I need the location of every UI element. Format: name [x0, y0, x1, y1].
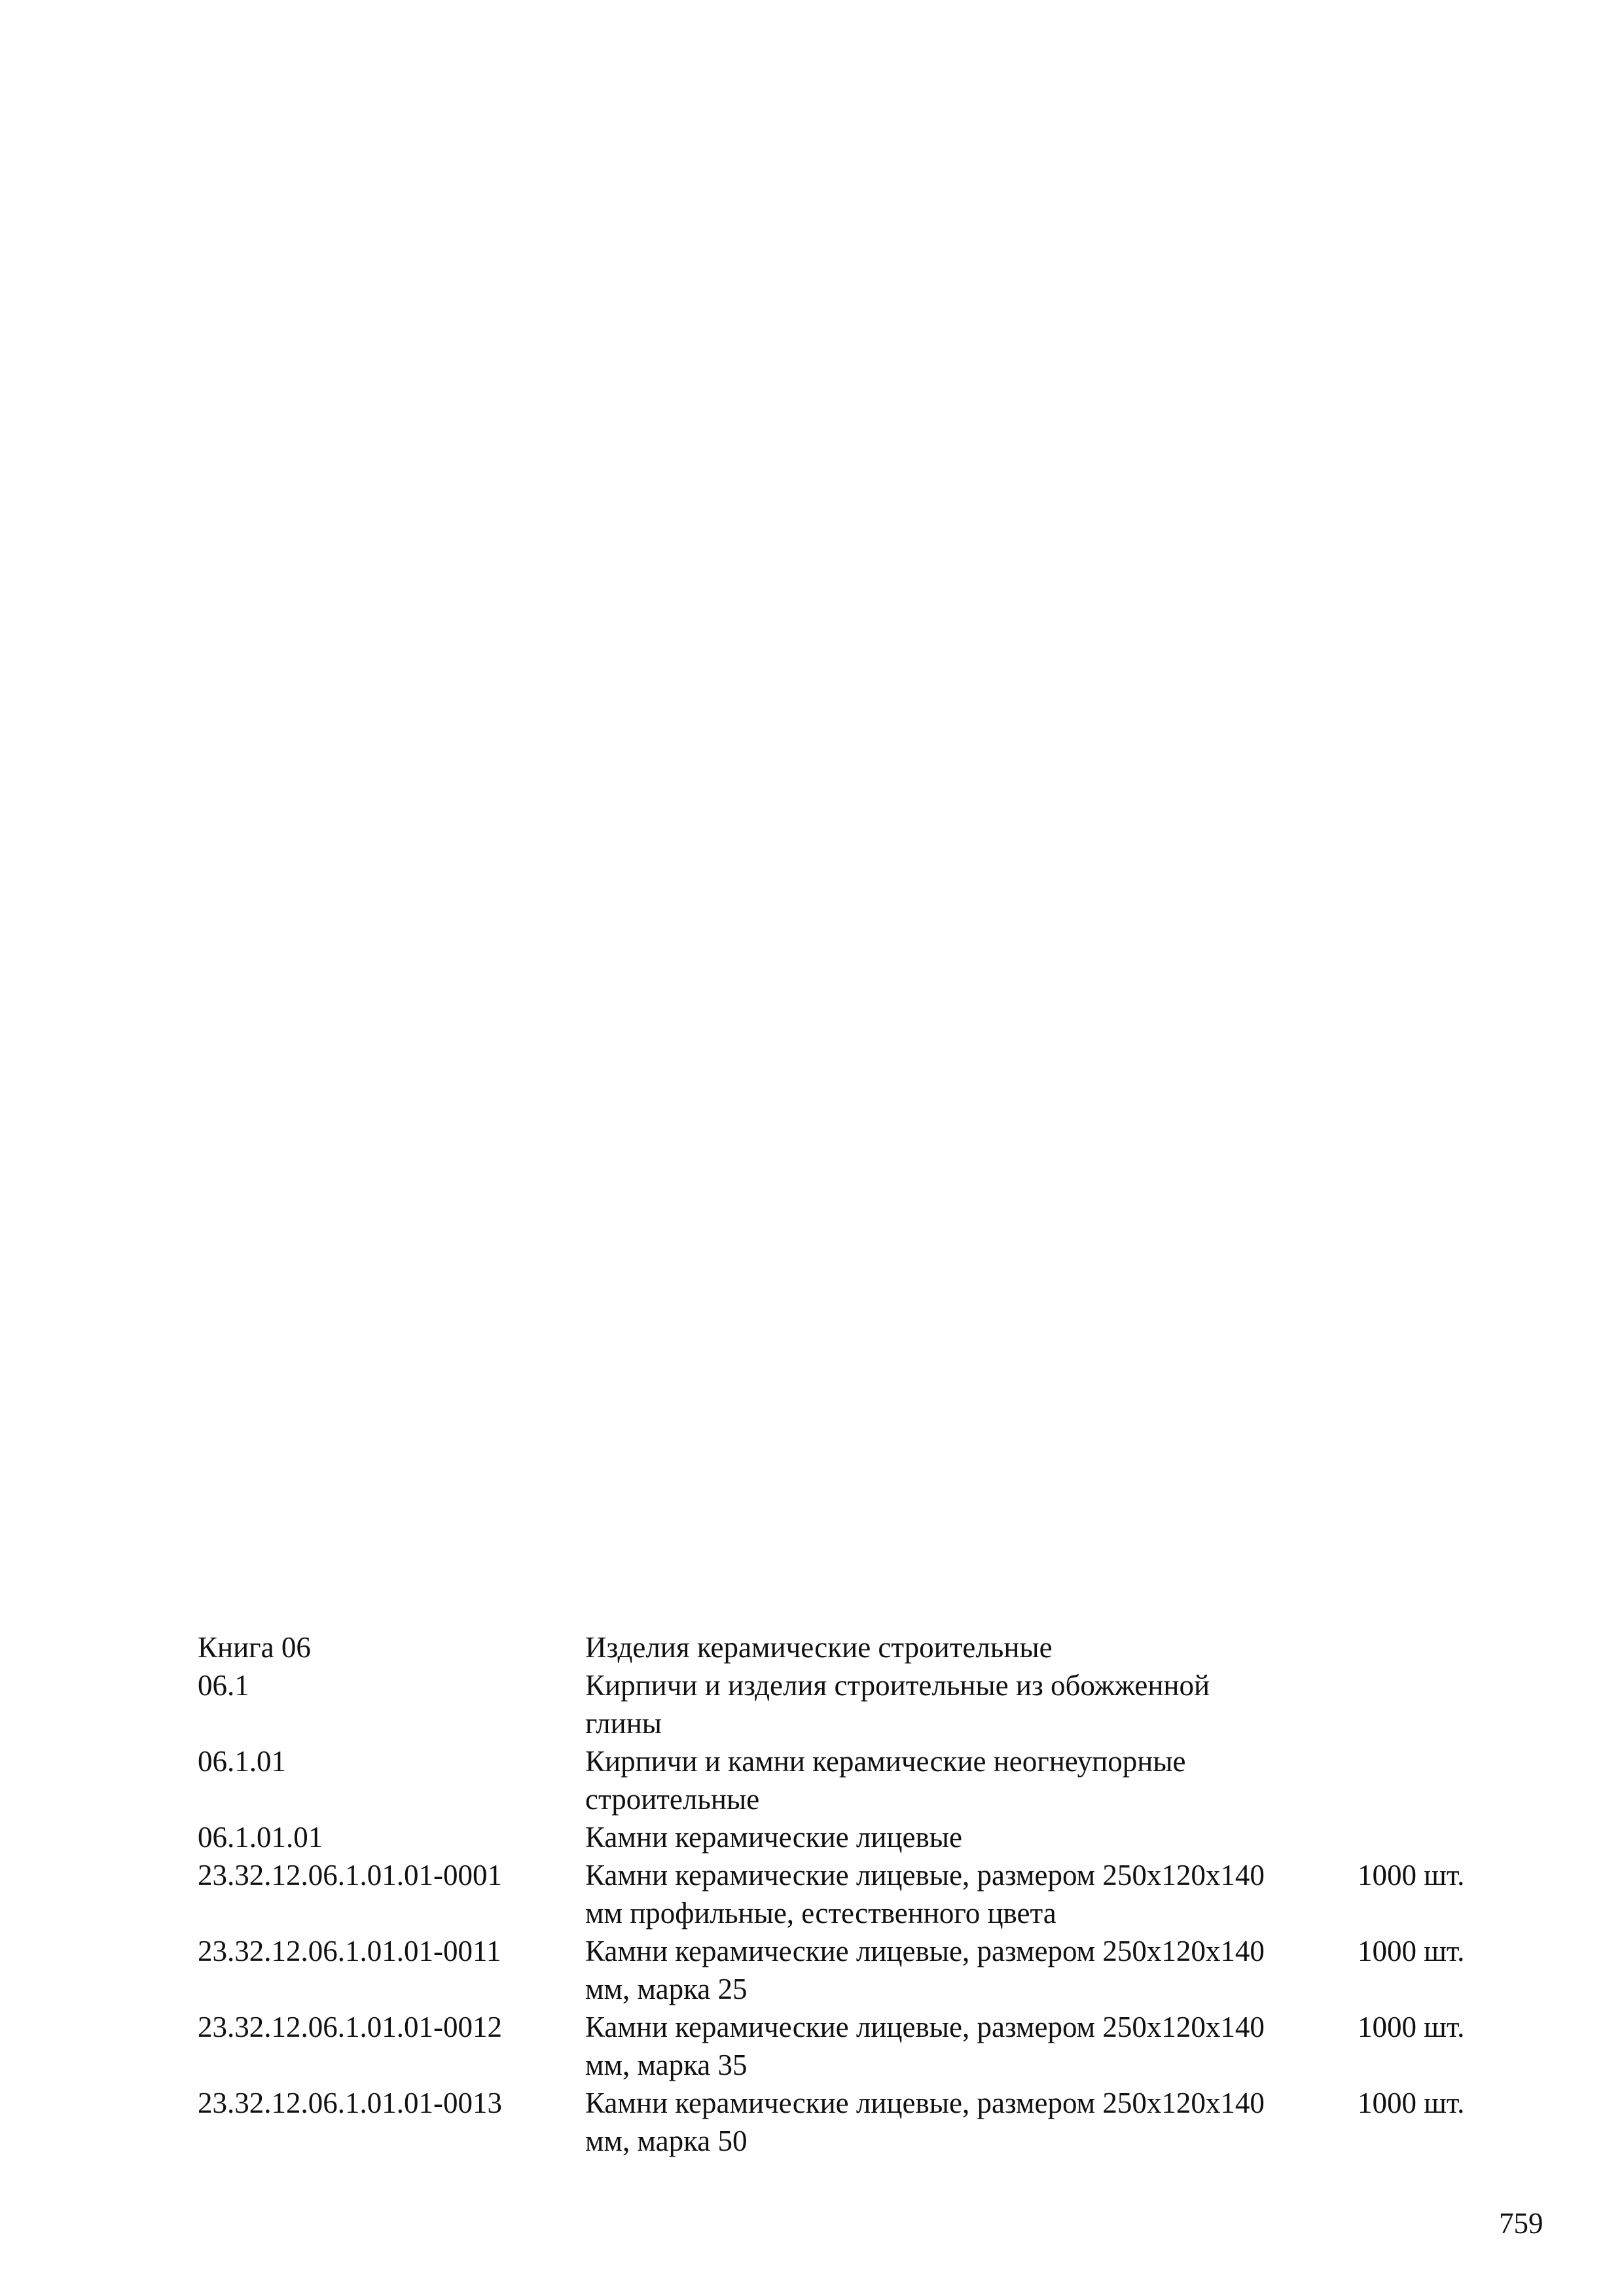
entry-description: Кирпичи и камни керамические неогнеупорные строительные	[585, 1745, 1186, 1816]
entry-unit: 1000 шт.	[1358, 2087, 1465, 2119]
entry-unit: 1000 шт.	[1358, 1935, 1465, 1967]
entry-description: Камни керамические лицевые, размером 250х120х140 мм профильные, естественного цвета	[585, 1859, 1265, 1929]
entry-section	[198, 1666, 1507, 1742]
entry-code: 06.1	[198, 1669, 249, 1702]
entry-code: 23.32.12.06.1.01.01-0011	[198, 1935, 501, 1967]
entry-description: Изделия керамические строительные	[585, 1631, 1053, 1664]
entry-subsection	[198, 1742, 1507, 1818]
entry-code: 23.32.12.06.1.01.01-0001	[198, 1859, 502, 1892]
entry-book	[198, 1628, 1507, 1666]
classifier-entries	[198, 1628, 1507, 2160]
entry-code: 06.1.01.01	[198, 1821, 323, 1854]
entry-description: Камни керамические лицевые, размером 250х120х140 мм, марка 50	[585, 2087, 1265, 2157]
entry-code: 06.1.01	[198, 1745, 286, 1778]
page-number: 759	[1499, 2207, 1543, 2240]
entry-group	[198, 1818, 1507, 1856]
entry-item	[198, 2008, 1507, 2084]
entry-description: Камни керамические лицевые	[585, 1821, 962, 1854]
entry-description: Кирпичи и изделия строительные из обожженной глины	[585, 1669, 1210, 1740]
entry-code: 23.32.12.06.1.01.01-0013	[198, 2087, 502, 2119]
entry-item	[198, 1932, 1507, 2008]
entry-code: Книга 06	[198, 1631, 311, 1664]
entry-code: 23.32.12.06.1.01.01-0012	[198, 2011, 502, 2043]
entry-description: Камни керамические лицевые, размером 250х120х140 мм, марка 25	[585, 1935, 1265, 2005]
entry-item	[198, 2084, 1507, 2160]
entry-unit: 1000 шт.	[1358, 1859, 1465, 1892]
entry-item	[198, 1856, 1507, 1932]
entry-unit: 1000 шт.	[1358, 2011, 1465, 2043]
entry-description: Камни керамические лицевые, размером 250х120х140 мм, марка 35	[585, 2011, 1265, 2081]
